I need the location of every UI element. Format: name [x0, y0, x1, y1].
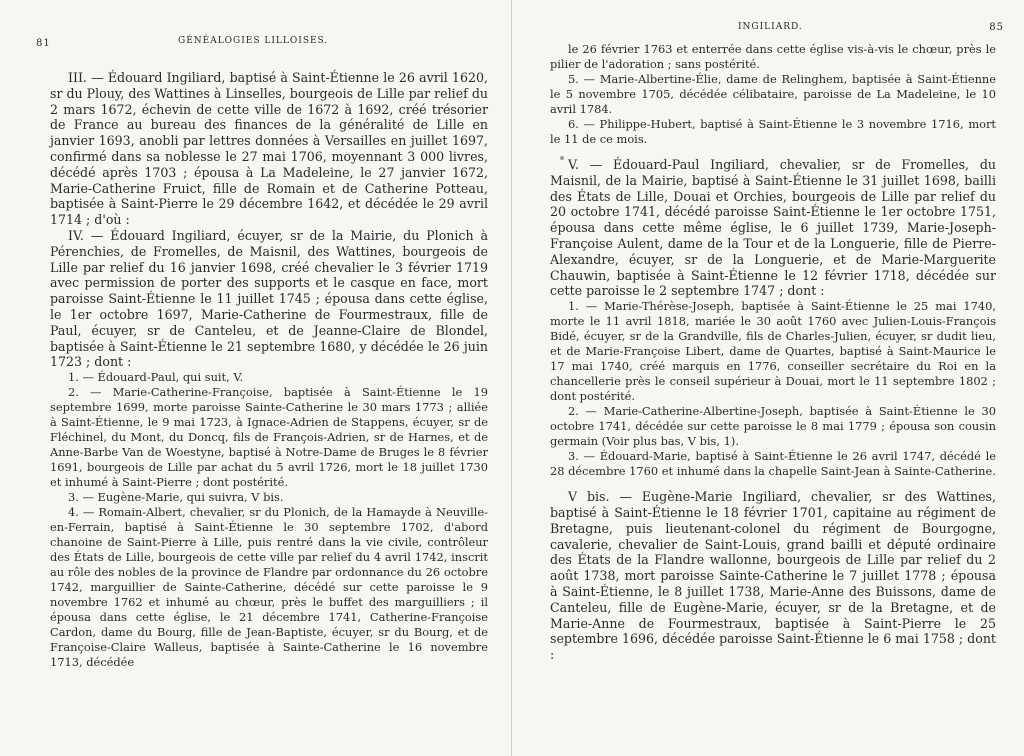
list-item: le 26 février 1763 et enterrée dans cette église vis-à-vis le chœur, près le pilier de l'adoration ; sans postérité.	[550, 42, 996, 71]
left-running-head: GÉNÉALOGIES LILLOISES.	[178, 36, 329, 46]
right-running-head: INGILIARD.	[738, 22, 803, 32]
list-item: 1. — Marie-Thérèse-Joseph, baptisée à Saint-Étienne le 25 mai 1740, morte le 11 avril 1818, mariée le 30 août 1760 avec Julien-Louis-François Bidé, écuyer, sr de la Grandville, fils de Charles-Julien, écuyer, sr dudit lieu, et de Marie-Françoise Libert, dame de Quartes, baptisé à Saint-Maurice le 17 mai 1740, créé marquis en 1776, conseiller secrétaire du Roi en la chancellerie près le conseil supérieur à Douai, mort le 11 septembre 1802 ; dont postérité.	[550, 299, 996, 404]
paragraph: V. — Édouard-Paul Ingiliard, chevalier, sr de Fromelles, du Maisnil, de la Mairie, baptisé à Saint-Étienne le 31 juillet 1698, bailli des États de Lille, Douai et Orchies, bourgeois de Lille par relief du 20 octobre 1741, décédé paroisse Saint-Étienne le 1er octobre 1751, épousa dans cette même église, le 6 juillet 1739, Marie-Joseph-Françoise Aulent, dame de la Tour et de la Longuerie, fille de Pierre-Alexandre, écuyer, sr de la Longuerie, et de Marie-Marguerite Chauwin, baptisée à Saint-Étienne le 12 février 1718, décédée sur cette paroisse le 2 septembre 1747 ; dont :	[550, 157, 996, 299]
right-page-header	[550, 18, 1004, 42]
list-item: 4. — Romain-Albert, chevalier, sr du Plonich, de la Hamayde à Neuville-en-Ferrain, baptisé à Saint-Étienne le 30 septembre 1702, d'abord chanoine de Saint-Pierre à Lille, puis rentré dans la vie civile, contrôleur des États de Lille, bourgeois de cette ville par relief du 4 avril 1742, inscrit au rôle des nobles de la province de Flandre par ordonnance du 26 octobre 1742, marguillier de Sainte-Catherine, décédé sur cette paroisse le 9 novembre 1762 et inhumé au chœur, près le buffet des marguilliers ; il épousa dans cette église, le 21 décembre 1741, Catherine-Françoise Cardon, dame du Bourg, fille de Jean-Baptiste, écuyer, sr du Bourg, et de Françoise-Claire Walleus, baptisée à Sainte-Catherine le 16 novembre 1713, décédée	[50, 505, 488, 670]
paragraph: IV. — Édouard Ingiliard, écuyer, sr de la Mairie, du Plonich à Pérenchies, de Fromelles, de Maisnil, des Wattines, bourgeois de Lille par relief du 16 janvier 1698, créé chevalier le 3 février 1719 avec permission de porter des supports et le casque en face, mort paroisse Saint-Étienne le 11 juillet 1745 ; épousa dans cette église, le 1er octobre 1697, Marie-Catherine de Fourmestraux, fille de Paul, écuyer, sr de Canteleu, et de Jeanne-Claire de Blondel, baptisée à Saint-Étienne le 21 septembre 1680, y décédée le 26 juin 1723 ; dont :	[50, 227, 488, 370]
list-item: 2. — Marie-Catherine-Françoise, baptisée à Saint-Étienne le 19 septembre 1699, morte paroisse Sainte-Catherine le 30 mars 1773 ; alliée à Saint-Étienne, le 9 mai 1723, à Ignace-Adrien de Stappens, écuyer, sr de Fléchinel, du Mont, du Doncq, fils de François-Adrien, sr de Harnes, et de Anne-Barbe Van de Woestyne, baptisé à Notre-Dame de Bruges le 8 février 1691, bourgeois de Lille par achat du 5 avril 1726, mort le 18 juillet 1730 et inhumé à Saint-Pierre ; dont postérité.	[50, 385, 488, 490]
right-page-number: 85	[989, 22, 1004, 33]
list-item: 6. — Philippe-Hubert, baptisé à Saint-Étienne le 3 novembre 1716, mort le 11 de ce mois.	[550, 117, 996, 146]
list-item: 3. — Édouard-Marie, baptisé à Saint-Étienne le 26 avril 1747, décédé le 28 décembre 1760 et inhumé dans la chapelle Saint-Jean à Sainte-Catherine.	[550, 449, 996, 479]
list-item: 2. — Marie-Catherine-Albertine-Joseph, baptisée à Saint-Étienne le 30 octobre 1741, décédée sur cette paroisse le 8 mai 1779 ; épousa son cousin germain (Voir plus bas, V bis, 1).	[550, 404, 996, 449]
ink-dot	[560, 156, 564, 160]
list-item: 3. — Eugène-Marie, qui suivra, V bis.	[68, 490, 284, 505]
paragraph: III. — Édouard Ingiliard, baptisé à Saint-Étienne le 26 avril 1620, sr du Plouy, des Wattines à Linselles, bourgeois de Lille par relief du 2 mars 1672, échevin de cette ville de 1672 à 1692, créé trésorier de France au bureau des finances de la généralité de Lille en janvier 1693, anobli par lettres données à Versailles en juillet 1697, confirmé dans sa noblesse le 27 mai 1706, moyennant 3 000 livres, décédé après 1703 ; épousa à La Madeleine, le 27 janvier 1672, Marie-Catherine Fruict, fille de Romain et de Catherine Potteau, baptisée à Saint-Pierre le 29 décembre 1642, et décédée le 29 avril 1714 ; d'où :	[50, 70, 488, 228]
list-item: 5. — Marie-Albertine-Élie, dame de Relinghem, baptisée à Saint-Étienne le 5 novembre 1705, décédée célibataire, paroisse de La Madeleine, le 10 avril 1784.	[550, 72, 996, 116]
right-page	[512, 0, 1024, 756]
paragraph: V bis. — Eugène-Marie Ingiliard, chevalier, sr des Wattines, baptisé à Saint-Étienne le 18 février 1701, capitaine au régiment de Bretagne, puis lieutenant-colonel du régiment de Bourgogne, cavalerie, chevalier de Saint-Louis, grand bailli et député ordinaire des États de la Flandre wallonne, bourgeois de Lille par relief du 2 août 1738, mort paroisse Sainte-Catherine le 7 juillet 1778 ; épousa à Saint-Étienne, le 8 juillet 1738, Marie-Anne des Buissons, dame de Canteleu, fille de Eugène-Marie, écuyer, sr de la Bretagne, et de Marie-Anne de Fourmestraux, baptisée à Saint-Pierre le 25 septembre 1696, décédée paroisse Saint-Étienne le 6 mai 1758 ; dont :	[550, 489, 996, 663]
left-page-header	[36, 30, 488, 54]
left-page-number: 81	[36, 38, 51, 49]
list-item: 1. — Édouard-Paul, qui suit, V.	[68, 370, 244, 385]
